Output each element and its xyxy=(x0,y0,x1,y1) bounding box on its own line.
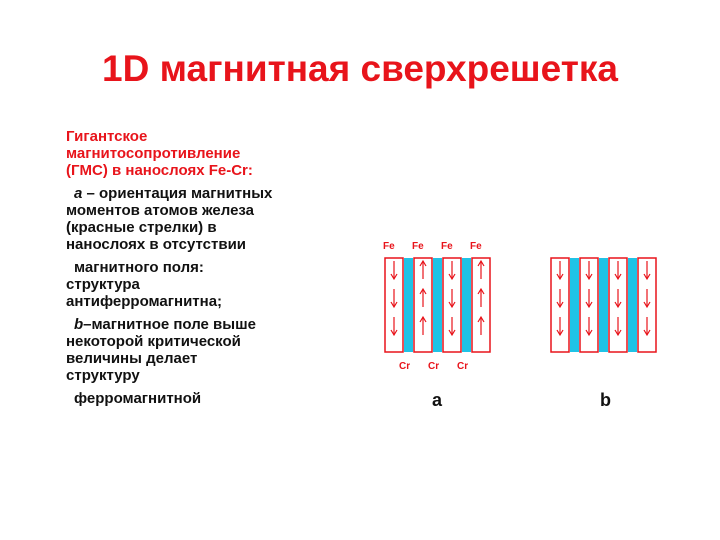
fe-label: Fe xyxy=(412,241,424,252)
cr-layer xyxy=(462,258,471,352)
fe-label: Fe xyxy=(441,241,453,252)
cr-layer xyxy=(599,258,608,352)
fe-label: Fe xyxy=(470,241,482,252)
cr-label: Cr xyxy=(428,361,440,372)
cr-layer xyxy=(570,258,579,352)
a-cont-line-3: антиферромагнитна; xyxy=(66,293,223,310)
a-line-4: нанослоях в отсутствии xyxy=(66,236,247,253)
page-title: 1D магнитная сверхрешетка xyxy=(102,48,618,89)
cr-label: Cr xyxy=(457,361,469,372)
panel-b-label: b xyxy=(600,390,611,410)
a-line-1-text: – ориентация магнитных xyxy=(82,185,273,202)
panel-a xyxy=(383,241,490,372)
a-line-2: моментов атомов железа xyxy=(66,202,255,219)
fe-label: Fe xyxy=(383,241,395,252)
a-cont-line-2: структура xyxy=(66,276,140,293)
b-line-3: величины делает xyxy=(66,350,198,367)
cr-layer xyxy=(628,258,637,352)
heading-line-3: (ГМС) в нанослоях Fe-Cr: xyxy=(66,162,253,179)
b-letter: b xyxy=(74,316,84,333)
b-line-1-text: –магнитное поле выше xyxy=(83,316,256,333)
b-last-line: ферромагнитной xyxy=(74,390,202,407)
b-line-2: некоторой критической xyxy=(66,333,241,350)
a-letter: a xyxy=(74,185,83,202)
heading-line-1: Гигантское xyxy=(66,128,148,145)
panel-a-label: a xyxy=(432,390,443,410)
cr-layer xyxy=(433,258,442,352)
panel-b xyxy=(551,258,656,352)
a-cont-line-1: магнитного поля: xyxy=(74,259,204,276)
cr-layer xyxy=(404,258,413,352)
cr-label: Cr xyxy=(399,361,411,372)
b-line-4: структуру xyxy=(66,367,140,384)
a-line-3: (красные стрелки) в xyxy=(66,219,217,236)
heading-line-2: магнитосопротивление xyxy=(66,145,241,162)
